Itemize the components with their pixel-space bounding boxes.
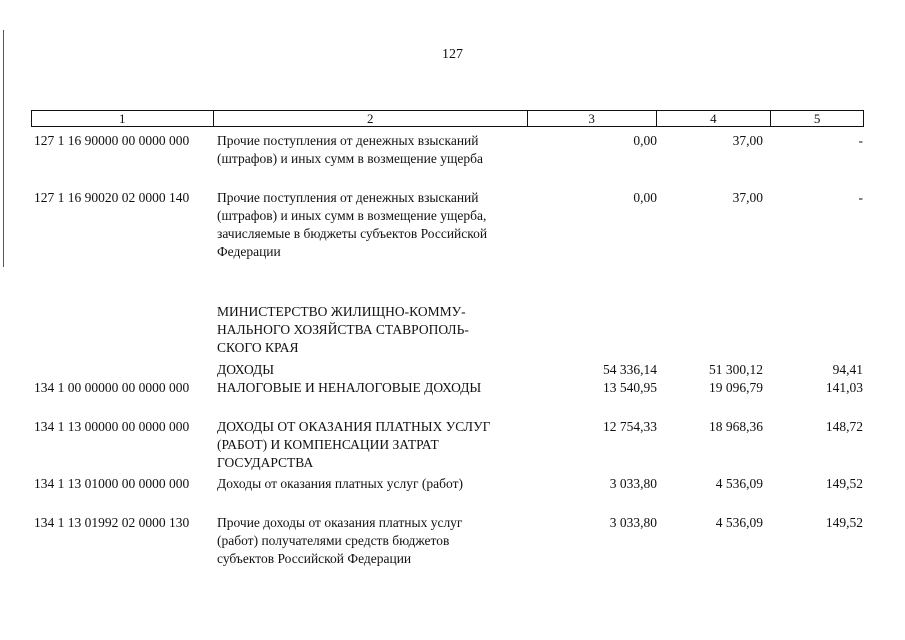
row-value-col-4: 37,00: [732, 133, 763, 148]
table-header-col-1: 1: [32, 111, 214, 126]
row-value-col-3: 12 754,33: [603, 419, 657, 434]
row-value-col-3: 54 336,14: [603, 362, 657, 377]
row-value-col-5: 94,41: [832, 362, 863, 377]
row-value-col-4: 19 096,79: [709, 380, 763, 395]
row-code: 134 1 13 00000 00 0000 000: [34, 419, 190, 434]
row-value-col-3: 0,00: [633, 133, 657, 148]
left-margin-rule: [3, 30, 4, 267]
row-value-col-3: 13 540,95: [603, 380, 657, 395]
page-number: 127: [442, 47, 463, 62]
row-value-col-4: 51 300,12: [709, 362, 763, 377]
row-name: Прочие доходы от оказания платных услуг (работ) получателями средств бюджетов субъектов Российской Федерации: [217, 515, 463, 566]
ministry-heading: МИНИСТЕРСТВО ЖИЛИЩНО-КОММУ- НАЛЬНОГО ХОЗЯЙСТВА СТАВРОПОЛЬ- СКОГО КРАЯ: [217, 304, 469, 355]
row-name: ДОХОДЫ ОТ ОКАЗАНИЯ ПЛАТНЫХ УСЛУГ (РАБОТ) И КОМПЕНСАЦИИ ЗАТРАТ ГОСУДАРСТВА: [217, 419, 491, 470]
row-value-col-4: 4 536,09: [715, 515, 763, 530]
row-name: Доходы от оказания платных услуг (работ): [217, 476, 463, 491]
row-code: 127 1 16 90000 00 0000 000: [34, 133, 190, 148]
row-code: 127 1 16 90020 02 0000 140: [34, 190, 190, 205]
table-header-row: [31, 110, 864, 127]
row-value-col-3: 3 033,80: [609, 476, 657, 491]
row-value-col-4: 4 536,09: [715, 476, 763, 491]
row-code: 134 1 00 00000 00 0000 000: [34, 380, 190, 395]
row-name: ДОХОДЫ: [217, 362, 275, 377]
row-code: 134 1 13 01992 02 0000 130: [34, 515, 190, 530]
row-value-col-5: 149,52: [825, 515, 863, 530]
row-value-col-3: 3 033,80: [609, 515, 657, 530]
row-value-col-5: -: [858, 133, 863, 148]
table-header-col-2: 2: [214, 111, 528, 126]
table-header-col-5: 5: [813, 111, 821, 126]
row-value-col-3: 0,00: [633, 190, 657, 205]
row-name: Прочие поступления от денежных взысканий (штрафов) и иных сумм в возмещение ущерба, зачисляемые в бюджеты субъектов Российской Федерации: [217, 190, 488, 259]
row-value-col-5: 141,03: [825, 380, 863, 395]
row-value-col-5: 149,52: [825, 476, 863, 491]
row-value-col-4: 18 968,36: [709, 419, 763, 434]
row-name: Прочие поступления от денежных взысканий (штрафов) и иных сумм в возмещение ущерба: [217, 133, 483, 166]
row-code: 134 1 13 01000 00 0000 000: [34, 476, 190, 491]
row-name: НАЛОГОВЫЕ И НЕНАЛОГОВЫЕ ДОХОДЫ: [217, 380, 482, 395]
table-header-col-4: 4: [657, 111, 772, 126]
row-value-col-5: -: [858, 190, 863, 205]
row-value-col-5: 148,72: [825, 419, 863, 434]
table-header-col-3: 3: [528, 111, 657, 126]
row-value-col-4: 37,00: [732, 190, 763, 205]
